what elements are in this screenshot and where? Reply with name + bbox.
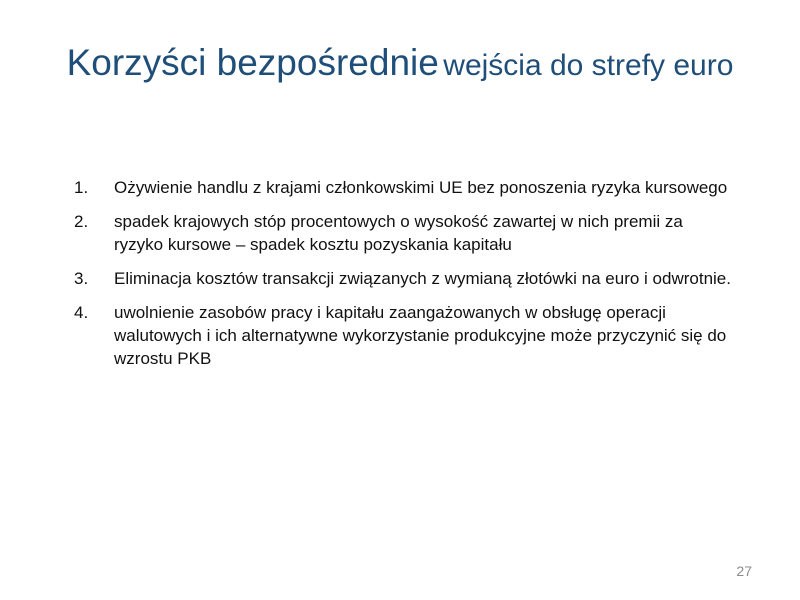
item-text: Eliminacja kosztów transakcji związanych z wymianą złotówki na euro i odwrotnie. <box>114 269 731 288</box>
list-item <box>74 210 734 256</box>
item-number: 4. <box>74 303 89 322</box>
item-text: spadek krajowych stóp procentowych o wysokość zawartej w nich premii za ryzyko kursowe – spadek kosztu pozyskania kapitału <box>114 212 683 254</box>
list-item <box>74 267 734 290</box>
page-number: 27 <box>736 563 752 579</box>
item-text: Ożywienie handlu z krajami członkowskimi UE bez ponoszenia ryzyka kursowego <box>114 178 728 197</box>
benefits-list <box>74 176 734 381</box>
item-number: 3. <box>74 269 89 288</box>
title-main: Korzyści bezpośrednie <box>66 42 439 83</box>
title-rest: wejścia do strefy euro <box>443 49 734 82</box>
list-item <box>74 301 734 370</box>
item-number: 1. <box>74 178 89 197</box>
item-number: 2. <box>74 212 89 231</box>
slide-title <box>40 36 760 98</box>
list-item <box>74 176 734 199</box>
item-text: uwolnienie zasobów pracy i kapitału zaangażowanych w obsługę operacji walutowych i ich alternatywne wykorzystanie produkcyjne może przyczynić się do wzrostu PKB <box>114 303 727 368</box>
